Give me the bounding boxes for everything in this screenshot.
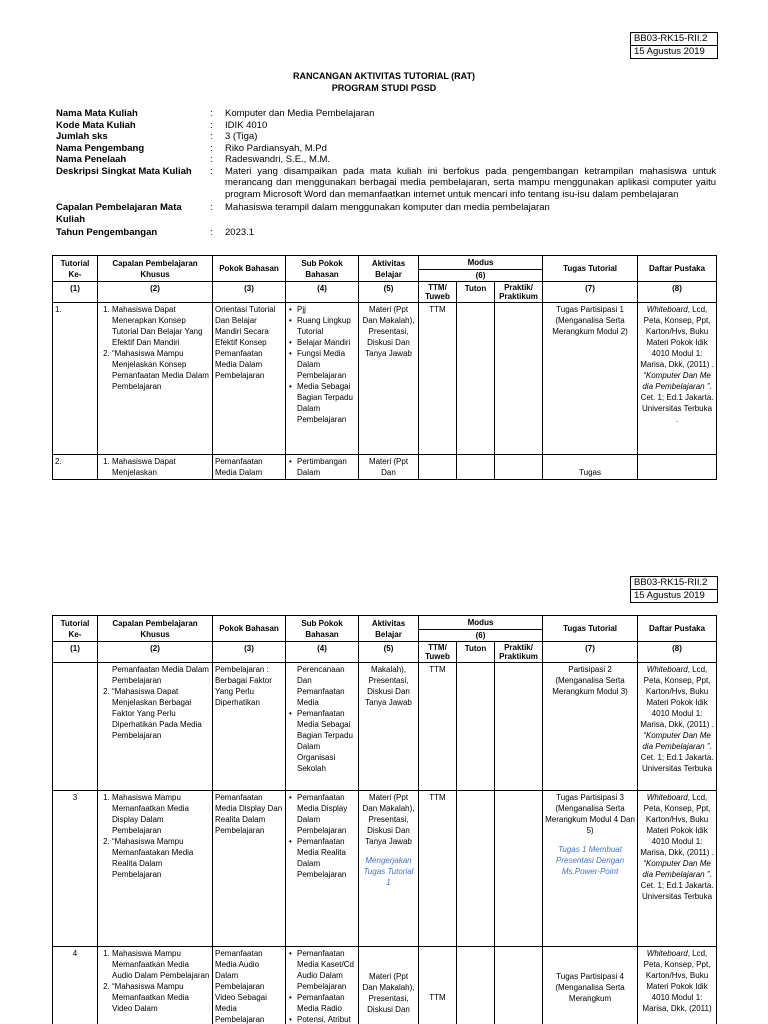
info-row: Kode Mata Kuliah : IDIK 4010 (56, 119, 268, 131)
table-header-row (53, 256, 717, 270)
table-row: Pemanfaatan Media Dalam Pembelajaran 2. “Mahasiswa Dapat Menjelaskan Berbagai Faktor Yang Perlu Diperhatikan Pada Media Pembelajaran Pembelajaran : Berbagai Faktor Yang Perlu Diperhatikan Perencanaan Dan Pemanfaatan Media • Pemanfaatan Media Sebagai Bagian Terpadu Dalam Organisasi Sekolah Makalah), Presentasi, Diskusi Dan Tanya Jawab TTM Partisipasi 2 (Menganalisa Serta Merangkum Modul 3) Whiteboard, Lcd, Peta, Konsep, Ppt, Karton/Hvs, Buku Materi Pokok Idik 4010 Modul 1: Marisa, Dkk, (2011) . “Komputer Dan Me dia Pembelajaran ”. Cet. 1; Ed.1 Jakarta. Universitas Terbuka (53, 663, 717, 791)
header-capaian: Capalan Pembelajaran Khusus (98, 256, 213, 282)
page-1 (0, 0, 768, 500)
info-row: Nama Pengembang : Riko Pardiansyah, M.Pd (56, 142, 327, 154)
info-row: Deskripsi Singkat Mata Kuliah : Materi yang disampaikan pada mata kuliah ini berfokus pada pengembangan ketrampilan mahasiswa untuk merancang dan menggunakan berbagai media pembelajaran, serta mampu menggunakan aplikasi computer yaitu program Microsoft Word dan memanfaatkan internet untuk mencari info tentang isu-isu dalam pembelajaran (56, 165, 716, 200)
table-row: 3 1. Mahasiswa Mampu Memanfaatkan Media Display Dalam Pembelajaran 2. “Mahasiswa Mampu Memanfaatakan Media Realita Dalam Pembelajaran Pemanfaatan Media Display Dan Realita Dalam Pembelajaran • Pemanfaatan Media Display Dalam Pembelajaran • Pemanfaatan Media Realita Dalam Pembelajaran Materi (Ppt Dan Makalah), Presentasi, Diskusi Dan Tanya Jawab Mengerjakan Tugas Tutorial 1 TTM Tugas Partisipasi 3 (Menganalisa Serta Merangkum Modul 4 Dan 5) Tugas 1 Membuat Presentasi Dengan Ms.Power-Point Whiteboard, Lcd, Peta, Konsep, Ppt, Karton/Hvs, Buku Materi Pokok Idik 4010 Modul 1: Marisa, Dkk, (2011) . “Komputer Dan Me dia Pembelajaran ”. Cet. 1; Ed.1 Jakarta. Universitas Terbuka (53, 791, 717, 947)
table-row: 4 1. Mahasiswa Mampu Memanfaatkan Media Audio Dalam Pembelajaran 2. “Mahasiswa Mampu Memanfaatkan Media Video Dalam Pemanfaatan Media Audio Dalam Pembelajaran Video Sebagai Media Pembelajaran • Pemanfaatan Media Kaset/Cd Audio Dalam Pembelajaran • Pemanfaatan Media Radio • Potensi, Atribut Materi (Ppt Dan Makalah), Presentasi, Diskusi Dan TTM Tugas Partisipasi 4 (Menganalisa Serta Merangkum Whiteboard, Lcd, Peta, Konsep, Ppt, Karton/Hvs, Buku Materi Pokok Idik 4010 Modul 1: Marisa, Dkk, (2011) (53, 947, 717, 1024)
table-row: 1. 1. Mahasiswa Dapat Menerapkan Konsep Tutorial Dan Belajar Yang Efektif Dan Mandiri 2. “Mahasiswa Mampu Menjelaskan Konsep Pemanfaatan Media Dalam Pembelajaran Orientasi Tutorial Dan Belajar Mandiri Secara Efektif Konsep Pemanfaatan Media Dalam Pembelajaran • Pjj • Ruang Lingkup Tutorial • Belajar Mandiri • Fungsi Media Dalam Pembelajaran • Media Sebagai Bagian Terpadu Dalam Pembelajaran Materi (Ppt Dan Makalah), Presentasi, Diskusi Dan Tanya Jawab TTM Tugas Partisipasi 1 (Menganalisa Serta Merangkum Modul 2) Whiteboard, Lcd, Peta, Konsep, Ppt, Karton/Hvs, Buku Materi Pokok Idik 4010 Modul 1: Marisa, Dkk, (2011) . “Komputer Dan Me dia Pembelajaran ”. Cet. 1; Ed.1 Jakarta. Universitas Terbuka . (53, 303, 717, 455)
header-modus-num: (6) (419, 270, 543, 282)
info-row: Nama Penelaah : Radeswandri, S.E., M.M. (56, 154, 331, 165)
column-number-row: (1) (2) (3) (4) (5) TTM/ Tuweb Tuton Praktik/ Praktikum (7) (8) (53, 282, 717, 303)
info-row: Jumlah sks : 3 (Tiga) (56, 131, 258, 142)
document-title (0, 70, 768, 94)
column-number-row: (1) (2) (3) (4) (5) TTM/ Tuweb Tuton Praktik/ Praktikum (7) (8) (53, 642, 717, 663)
course-info (56, 108, 716, 239)
document-date: 15 Agustus 2019 (631, 589, 717, 602)
header-modus: Modus (419, 256, 543, 270)
header-tugas: Tugas Tutorial (543, 256, 638, 282)
document-code: BB03-RK15-RII.2 (634, 577, 708, 588)
info-row: Nama Mata Kuliah : Komputer dan Media Pembelajaran (56, 108, 375, 119)
header-pustaka: Daftar Pustaka (638, 256, 717, 282)
table-header-row: Tutorial Ke- Capalan Pembelajaran Khusus Pokok Bahasan Sub Pokok Bahasan Aktivitas Belajar Modus Tugas Tutorial Daftar Pustaka (53, 616, 717, 630)
header-pokok: Pokok Bahasan (213, 256, 286, 282)
rat-table-page-1 (52, 255, 717, 480)
document-id-box (630, 576, 718, 603)
document-id-box (630, 32, 718, 59)
rat-table-page-2: Tutorial Ke- Capalan Pembelajaran Khusus Pokok Bahasan Sub Pokok Bahasan Aktivitas Belajar Modus Tugas Tutorial Daftar Pustaka (6) (1) (2) (3) (4) (5) TTM/ Tuweb Tuton Praktik/ Praktikum (7) (8) Pemanfaatan Media Dalam Pembelajaran 2. “Mahasiswa Dapat Menjelaskan Berbagai Faktor Yang Perlu Diperhatikan Pada Media Pembelajaran Pembelajaran : Berbagai Faktor Yang Perlu Diperhatikan Perencanaan Dan Pemanfaatan Media • Pemanfaatan Media Sebagai Bagian Terpadu Dalam Organisasi Sekolah Makalah), Presentasi, Diskusi Dan Tanya Jawab TTM Partisipasi 2 (Menganalisa Serta Merangkum Modul 3) Whiteboard, Lcd, Peta, Konsep, Ppt, Karton/Hvs, Buku Materi Pokok Idik 4010 Modul 1: Marisa, Dkk, (2011) . “Komputer Dan Me dia Pembelajaran ”. Cet. 1; Ed.1 Jakarta. Universitas Terbuka 3 1. Mahasiswa Mampu Memanfaatkan Media Display Dalam Pembelajaran 2. “Mahasiswa Mampu Memanfaatakan Media Realita Dalam Pembelajaran Pemanfaatan Media Display Dan Realita Dalam Pembelajaran • Pemanfaatan Media Display Dalam Pembelajaran • Pemanfaatan Media Realita Dalam Pembelajaran Materi (Ppt Dan Makalah), Presentasi, Diskusi Dan Tanya Jawab Mengerjakan Tugas Tutorial 1 TTM Tugas Partisipasi 3 (Menganalisa Serta Merangkum Modul 4 Dan 5) Tugas 1 Membuat Presentasi Dengan Ms.Power-Point Whiteboard, Lcd, Peta, Konsep, Ppt, Karton/Hvs, Buku Materi Pokok Idik 4010 Modul 1: Marisa, Dkk, (2011) . “Komputer Dan Me dia Pembelajaran ”. Cet. 1; Ed.1 Jakarta. Universitas Terbuka 4 1. Mahasiswa Mampu Memanfaatkan Media Audio Dalam Pembelajaran 2. “Mahasiswa Mampu Memanfaatkan Media Video Dalam Pemanfaatan Media Audio Dalam Pembelajaran Video Sebagai Media Pembelajaran • Pemanfaatan Media Kaset/Cd Audio Dalam Pembelajaran • Pemanfaatan Media Radio • Potensi, Atribut Materi (Ppt Dan Makalah), Presentasi, Diskusi Dan TTM Tugas Partisipasi 4 (Menganalisa Serta Merangkum Whiteboard, Lcd, Peta, Konsep, Ppt, Karton/Hvs, Buku Materi Pokok Idik 4010 Modul 1: Marisa, Dkk, (2011) (52, 615, 717, 1024)
table-row: 2. 1. Mahasiswa Dapat Menjelaskan Pemanfaatan Media Dalam • Pertimbangan Dalam Materi (Ppt Dan Tugas (53, 455, 717, 480)
page-gap (0, 500, 768, 560)
document-code: BB03-RK15-RII.2 (634, 33, 708, 44)
header-sub: Sub Pokok Bahasan (286, 256, 359, 282)
header-tutorial: Tutorial Ke- (53, 256, 98, 282)
title-line-2: PROGRAM STUDI PGSD (331, 83, 437, 93)
info-row: Tahun Pengembangan : 2023.1 (56, 227, 255, 238)
title-line-1: RANCANGAN AKTIVITAS TUTORIAL (RAT) (293, 71, 475, 81)
page-2 (0, 560, 768, 1024)
document-date: 15 Agustus 2019 (631, 45, 717, 58)
info-row: Capalan Pembelajaran Mata Kuliah : Mahasiswa terampil dalam menggunakan komputer dan media pembelajaran (56, 202, 550, 225)
header-aktivitas: Aktivitas Belajar (359, 256, 419, 282)
